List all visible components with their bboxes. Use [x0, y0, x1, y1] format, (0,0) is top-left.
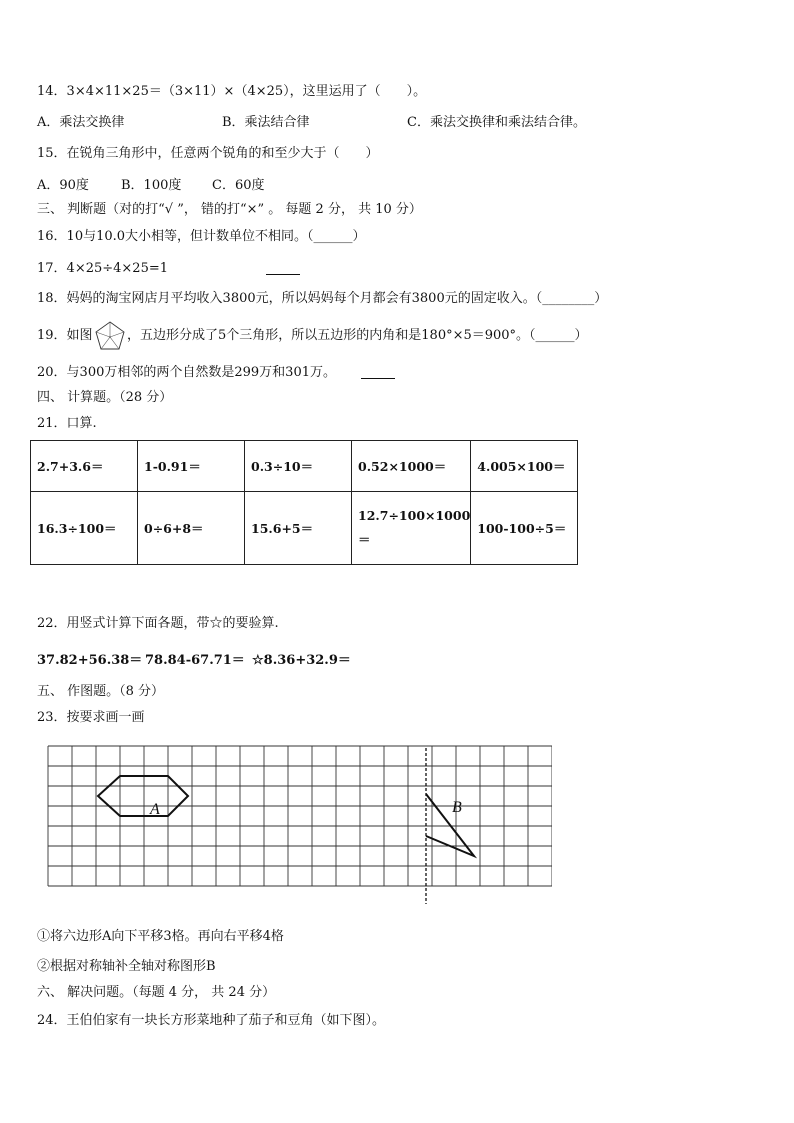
- q18: 18．妈妈的淘宝网店月平均收入3800元，所以妈妈每个月都会有3800元的固定收入。（________）: [37, 291, 608, 306]
- pentagon-figure: [94, 320, 126, 352]
- section-3-heading: 三、 判断题（对的打“√ ”， 错的打“×” 。 每题 2 分， 共 10 分）: [37, 202, 422, 217]
- table-row: [31, 441, 578, 492]
- q19-suffix: ，五边形分成了5个三角形，所以五边形的内角和是180°×5＝900°。（______）: [127, 328, 588, 343]
- half-figure-b: [426, 794, 474, 856]
- q17-answer-blank[interactable]: [266, 262, 300, 275]
- calc-cell: 100-100÷5＝: [471, 492, 578, 565]
- calc-cell: 4.005×100＝: [471, 441, 578, 492]
- calc-cell: 15.6+5＝: [245, 492, 352, 565]
- q23: 23．按要求画一画: [37, 710, 145, 725]
- q20-answer-blank[interactable]: [361, 366, 395, 379]
- calc-cell: 0÷6+8＝: [138, 492, 245, 565]
- q14-option-c: C．乘法交换律和乘法结合律。: [407, 115, 586, 130]
- section-6-heading: 六、 解决问题。（每题 4 分， 共 24 分）: [37, 985, 276, 1000]
- hexagon-a: [98, 776, 188, 816]
- q15-option-b: B．100度: [121, 178, 182, 193]
- q22-item-2: 78.84-67.71＝: [145, 653, 245, 668]
- q22-item-3: ☆8.36+32.9＝: [252, 653, 351, 668]
- q14-option-a: A．乘法交换律: [37, 115, 125, 130]
- q19-prefix: 19．如图: [37, 328, 93, 343]
- q14-stem: 14．3×4×11×25＝（3×11）×（4×25），这里运用了（ ）。: [37, 84, 427, 99]
- q22: 22．用竖式计算下面各题，带☆的要验算.: [37, 616, 279, 631]
- q17: 17．4×25÷4×25=1: [37, 261, 169, 276]
- q15-option-c: C．60度: [212, 178, 265, 193]
- section-4-heading: 四、 计算题。（28 分）: [37, 390, 173, 405]
- section-5-heading: 五、 作图题。（8 分）: [37, 684, 165, 699]
- q21: 21．口算.: [37, 416, 97, 431]
- q23-task-1: ①将六边形A向下平移3格。再向右平移4格: [37, 929, 284, 944]
- calc-cell: 1-0.91＝: [138, 441, 245, 492]
- q15-option-a: A．90度: [37, 178, 89, 193]
- q22-item-1: 37.82+56.38＝: [37, 653, 143, 668]
- calc-cell: 16.3÷100＝: [31, 492, 138, 565]
- table-row: [31, 492, 578, 565]
- calc-cell: 0.3÷10＝: [245, 441, 352, 492]
- q23-task-2: ②根据对称轴补全轴对称图形B: [37, 959, 216, 974]
- q20: 20．与300万相邻的两个自然数是299万和301万。: [37, 365, 336, 380]
- calc-cell: 0.52×1000＝: [352, 441, 471, 492]
- label-b: B: [452, 799, 462, 816]
- mental-calc-table: [30, 440, 578, 565]
- calc-cell: 2.7+3.6＝: [31, 441, 138, 492]
- q15-stem: 15．在锐角三角形中，任意两个锐角的和至少大于（ ）: [37, 146, 379, 161]
- q14-option-b: B．乘法结合律: [222, 115, 310, 130]
- label-a: A: [150, 801, 160, 818]
- calc-cell: 12.7÷100×1000 ＝: [352, 492, 471, 565]
- q24: 24．王伯伯家有一块长方形菜地种了茄子和豆角（如下图）。: [37, 1013, 386, 1028]
- q16: 16．10与10.0大小相等，但计数单位不相同。（______）: [37, 229, 366, 244]
- drawing-grid: [46, 744, 552, 906]
